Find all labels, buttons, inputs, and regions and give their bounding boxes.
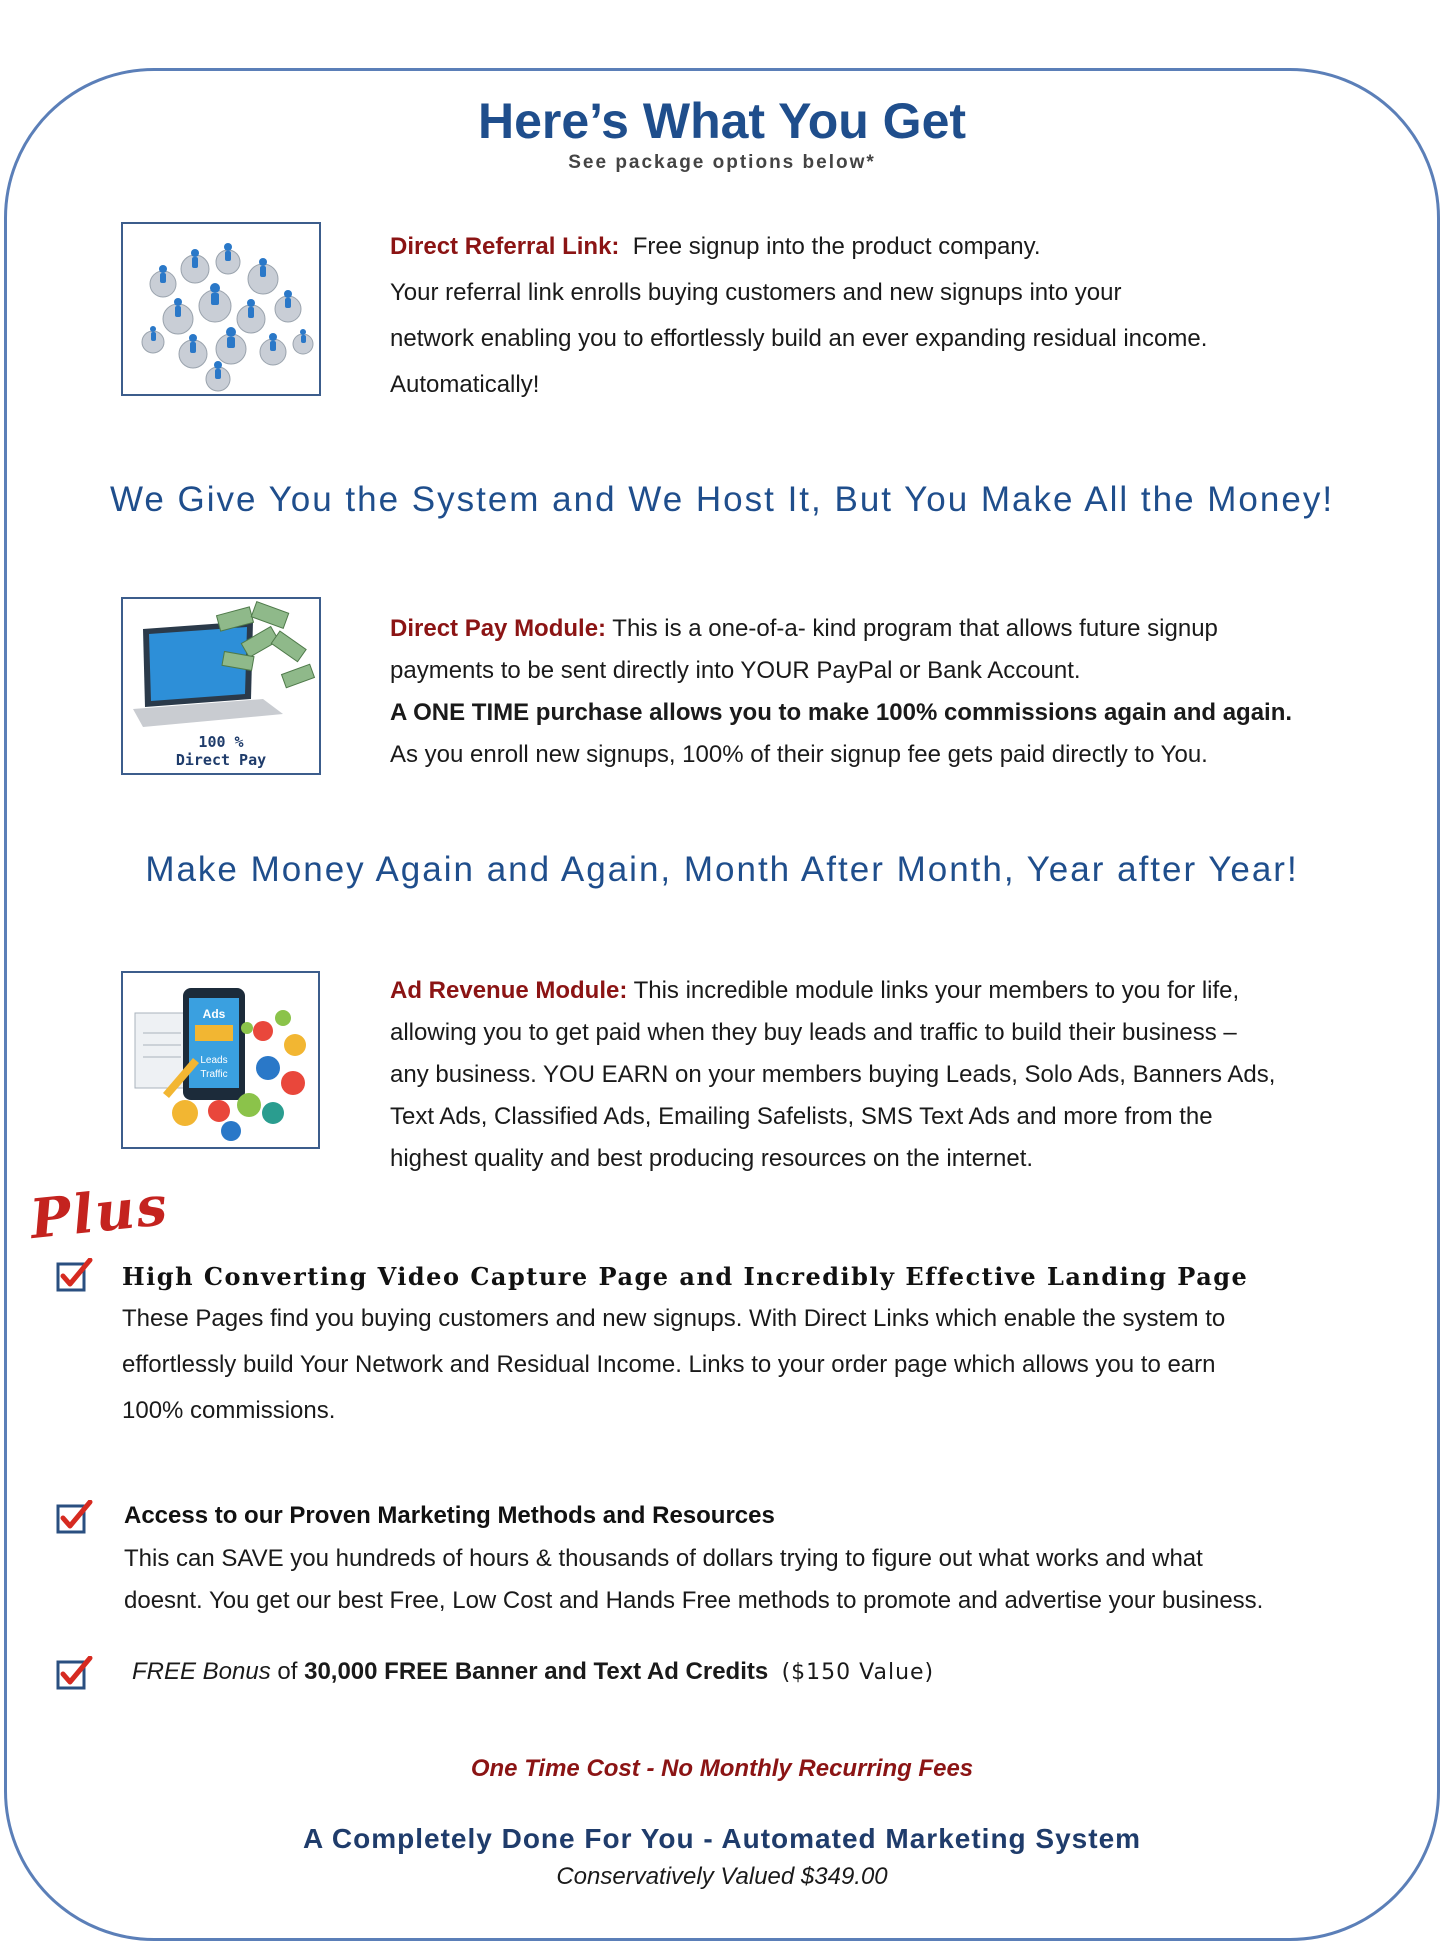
methods-body bbox=[124, 1538, 1414, 1622]
bonus-credits: 30,000 FREE Banner and Text Ad Credits bbox=[304, 1658, 769, 1685]
capture-body bbox=[122, 1296, 1382, 1434]
bonus-prefix: FREE Bonus bbox=[132, 1658, 271, 1685]
ad-image-leads: Leads bbox=[200, 1055, 228, 1066]
direct-pay-image bbox=[121, 597, 321, 775]
bonus-of: of bbox=[277, 1658, 298, 1685]
plus-heading: Plus bbox=[27, 1172, 172, 1252]
ad-revenue-image bbox=[121, 971, 320, 1149]
page-subtitle: See package options below* bbox=[568, 152, 876, 173]
direct-pay-line2: payments to be sent directly into YOUR PayPal or Bank Account. bbox=[390, 657, 1081, 684]
direct-pay-caption-2: Direct Pay bbox=[175, 751, 267, 769]
tagline-system: We Give You the System and We Host It, But You Make All the Money! bbox=[109, 480, 1335, 519]
direct-pay-section bbox=[390, 608, 1400, 776]
capture-line3: 100% commissions. bbox=[122, 1397, 336, 1424]
direct-pay-label: Direct Pay Module: bbox=[390, 615, 607, 642]
ad-revenue-section bbox=[390, 970, 1400, 1180]
ad-image-traffic: Traffic bbox=[200, 1069, 228, 1080]
checkbox-capture-icon bbox=[56, 1258, 94, 1292]
capture-line2: effortlessly build Your Network and Residual Income. Links to your order page which allows you to earn bbox=[122, 1351, 1216, 1378]
bonus-line bbox=[132, 1658, 1332, 1686]
referral-line2: Your referral link enrolls buying customers and new signups into your bbox=[390, 279, 1122, 306]
ad-image-ads: Ads bbox=[202, 1007, 226, 1021]
capture-heading: High Converting Video Capture Page and Incredibly Effective Landing Page bbox=[122, 1262, 1249, 1291]
ad-revenue-line3: any business. YOU EARN on your members buying Leads, Solo Ads, Banners Ads, bbox=[390, 1061, 1276, 1088]
page-title: Here’s What You Get bbox=[477, 93, 967, 149]
system-tagline: A Completely Done For You - Automated Marketing System bbox=[302, 1823, 1142, 1854]
referral-label: Direct Referral Link: bbox=[390, 233, 620, 260]
tagline-money: Make Money Again and Again, Month After Month, Year after Year! bbox=[145, 850, 1299, 889]
valued-at: Conservatively Valued $349.00 bbox=[556, 1863, 888, 1890]
referral-line4: Automatically! bbox=[390, 371, 540, 398]
referral-line1: Free signup into the product company. bbox=[632, 233, 1041, 260]
methods-line2: doesnt. You get our best Free, Low Cost and Hands Free methods to promote and advertise your business. bbox=[124, 1587, 1264, 1614]
ad-revenue-line1: This incredible module links your members to you for life, bbox=[633, 977, 1240, 1004]
methods-heading: Access to our Proven Marketing Methods and Resources bbox=[124, 1502, 775, 1529]
direct-pay-line4: As you enroll new signups, 100% of their signup fee gets paid directly to You. bbox=[390, 741, 1208, 768]
ad-revenue-line4: Text Ads, Classified Ads, Emailing Safelists, SMS Text Ads and more from the bbox=[390, 1103, 1213, 1130]
direct-pay-caption-1: 100 % bbox=[198, 733, 244, 751]
ad-revenue-line2: allowing you to get paid when they buy leads and traffic to build their business – bbox=[390, 1019, 1237, 1046]
referral-line3: network enabling you to effortlessly build an ever expanding residual income. bbox=[390, 325, 1208, 352]
direct-pay-line1: This is a one-of-a- kind program that allows future signup bbox=[612, 615, 1218, 642]
direct-pay-line3: A ONE TIME purchase allows you to make 100% commissions again and again. bbox=[390, 699, 1293, 726]
capture-line1: These Pages find you buying customers and new signups. With Direct Links which enable the system to bbox=[122, 1305, 1226, 1332]
checkbox-bonus-icon bbox=[56, 1656, 94, 1690]
referral-section bbox=[390, 224, 1390, 408]
ad-revenue-label: Ad Revenue Module: bbox=[390, 977, 628, 1004]
ad-revenue-line5: highest quality and best producing resources on the internet. bbox=[390, 1145, 1034, 1172]
one-time-cost: One Time Cost - No Monthly Recurring Fees bbox=[470, 1755, 974, 1782]
methods-line1: This can SAVE you hundreds of hours & thousands of dollars trying to figure out what works and what bbox=[124, 1545, 1203, 1572]
network-image bbox=[121, 222, 321, 396]
checkbox-methods-icon bbox=[56, 1500, 94, 1534]
bonus-value: ($150 Value) bbox=[781, 1660, 935, 1685]
